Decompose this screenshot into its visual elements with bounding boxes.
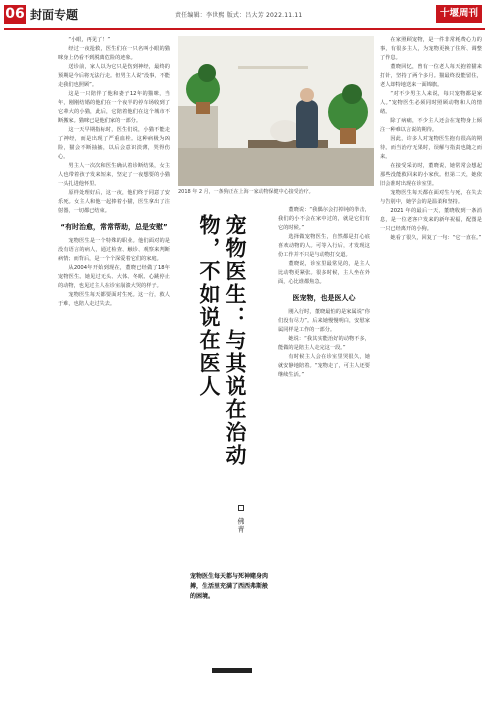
byline-square-icon (238, 505, 244, 511)
paragraph: 有时候主人会在诊室里哭很久，她就安静地陪着。“宠物走了，可主人还要继续生活。” (278, 354, 370, 378)
paragraph: 宠物医生每天都要面对生死。这一行，救人于难，也陪人走过失去。 (58, 292, 170, 307)
paragraph: 这是一只陪伴了他和妻子12年的猫咪，当年，刚刚结婚的他们在一个夜半的停车场收到了它辈大的小猫，此后，它陪着他们在这个城市不断搬家。猫咪已是他们家的一部分。 (58, 91, 170, 124)
subheading: 医宠物，也是医人心 (292, 294, 356, 302)
page-number: 06 (5, 6, 25, 22)
pull-quote: 宠物医生每天都与死神赌身肉搏，生活里充满了西西弗斯般的困境。 (190, 573, 269, 600)
paragraph: 董晓回忆，曾有一位老人每天抱着猫来打针，坚持了两个多月。猫最终没能留住，老人却特地送来一面锦旗。 (380, 64, 482, 88)
paragraph: 在接受采访时，董晓说，她常常会想起那些没能救回来的小家伙。但第二天，她依旧会准时出现在诊室里。 (380, 163, 482, 187)
paragraph: 董晓说，诊室里最常见的，是主人比动物更紧张。很多时候，主人坐在外面，心比谁都焦急。 (278, 261, 370, 285)
paragraph: 经过一夜抢救，医生们在一只名叫小眼的猫咪身上仍看不到脱离危险的迹象。 (58, 46, 170, 61)
article-column-4 (380, 36, 482, 696)
article-column-3 (278, 206, 370, 696)
editor-meta: 责任编辑：李世熙 版式：吕大芳 2022.11.11 (175, 12, 303, 19)
article-title: 宠物医生：与其说在治动物，不如说在医人 (197, 214, 248, 467)
paragraph: 她说：“我其实能治好的动物不多，能做的是陪主人走完这一段。” (278, 336, 370, 351)
pull-quote-bar (212, 668, 252, 673)
page-header (0, 0, 489, 30)
byline (236, 505, 246, 533)
paragraph: 从2004年开始到现在，董晓已经做了18年宠物医生。她见过无头、大体、冬眠、心跳停止的动物，也见过主人在诊室崩溃大哭的样子。 (58, 265, 170, 289)
paragraph: 这一天早期指标时，医生们说，小猫不能走了神经，而是出现了严重血栓。这种病极为凶险，猫会不断抽搐，以后会意识淡薄，哭得伤心。 (58, 127, 170, 160)
brand-logo: 十堰周刊 (436, 5, 482, 23)
paragraph: “小眼，再见了！” (68, 37, 111, 43)
photo-caption: 2018 年 2 月，一条狗正在上海一家动物保健中心接受治疗。 (178, 189, 314, 195)
header-rule (4, 28, 485, 30)
paragraph: 2021 年的最后一天，董晓收到一条消息，是一位老客户发来的新年祝福，配图是一只已经离开的小狗。 (380, 208, 482, 232)
paragraph: 在家照顾宠物，是一件非常耗费心力的事，有很多主人，为宠物更换了住所、调整了作息。 (380, 37, 482, 61)
author-name: 佛青 (237, 517, 245, 534)
paragraph: 宠物医生是一个特殊的职业。他们面对的是没有语言的病人，通过检查、触诊、观察来判断病情；而背后，是一个个深爱着它们的家庭。 (58, 238, 170, 262)
paragraph: 除了病痛，不少主人还会在宠物身上倾注一种难以言说的期待。 (380, 118, 482, 133)
paragraph: 送诊前，家人以为它只是伤到神经，最终的预期是今后将无法行走。但男主人说“没事，不能走我们也照顾”。 (58, 64, 170, 88)
paragraph: 刚入行时，董晓最怕的是家属说“你们没有尽力”。后来她慢慢明白，安慰家属同样是工作的一部分。 (278, 309, 370, 333)
paragraph: 她看了很久，回复了一句：“它一直在。” (390, 235, 482, 241)
paragraph: 宠物医生每天都在面对生与死，在失去与告别中，她学会的是温柔和坚持。 (380, 190, 482, 205)
article-column-1 (58, 36, 170, 696)
paragraph: 因此，许多人对宠物医生抱有很高的期待。而当治疗无果时，误解与指责也随之而来。 (380, 136, 482, 160)
paragraph: 董晓说：“我偶尔会打掉钝的拳击，我们的小不会在家中过的，就是它们有它的时候。” (278, 207, 370, 231)
article-photo (178, 36, 374, 186)
paragraph: “对不少男主人来说，每只宠物都是家人。”宠物医生必须同时照顾动物和人的情绪。 (380, 91, 482, 115)
paragraph: 男主人一次次和医生确认着诊断结果，女主人也带着孩子发来短来，坚定了一夜想要的小猫一头扎进他怀里。 (58, 163, 170, 187)
subheading: “有时治愈，常常帮助，总是安慰” (60, 223, 168, 231)
section-title: 封面专题 (30, 8, 79, 22)
paragraph: 选择做宠物医生，自然都是打心底喜欢动物的人。可等入行后，才发现这份工作并不只是与动物打交道。 (278, 234, 370, 258)
paragraph: 原样处理好后，这一夜，他们终于同意了安乐死。女主人和他一起捧着小猫，医生拿出了注射器，一切都已结束。 (58, 190, 170, 214)
